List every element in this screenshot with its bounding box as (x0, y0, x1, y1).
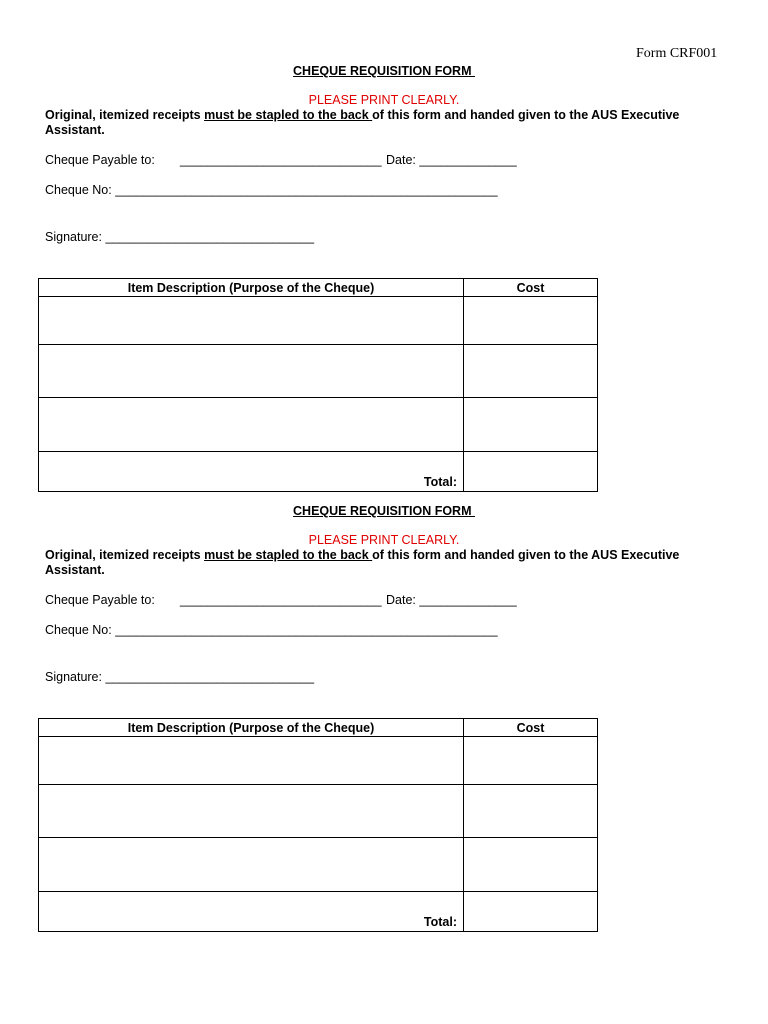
signature-blank[interactable]: ______________________________ (105, 230, 315, 244)
date-label: Date: (386, 153, 416, 167)
instructions-text-start: Original, itemized receipts (45, 108, 205, 122)
cheque-number-blank[interactable]: _______________________________________________________ (115, 623, 498, 637)
cheque-number-label: Cheque No: (45, 623, 112, 637)
cheque-requisition-form-2 (0, 440, 768, 929)
instructions-underlined-text: must be stapled to the back (204, 108, 373, 122)
instructions-text-end: of this form and handed given to the AUS Executive Assistant. (45, 548, 680, 577)
cheque-requisition-form-1 (0, 0, 768, 489)
cost-header: Cost (464, 279, 598, 297)
item-description-cell[interactable] (39, 297, 464, 345)
total-row (39, 892, 598, 932)
date-blank[interactable]: ______________ (419, 593, 517, 607)
table-row (39, 838, 598, 892)
item-description-cell[interactable] (39, 737, 464, 785)
table-row (39, 737, 598, 785)
cost-cell[interactable] (464, 838, 598, 892)
table-row (39, 345, 598, 398)
signature-field[interactable] (45, 230, 314, 244)
cost-cell[interactable] (464, 785, 598, 838)
instructions-underlined-text: must be stapled to the back (204, 548, 373, 562)
cheque-payable-label: Cheque Payable to: (45, 593, 155, 607)
cheque-number-blank[interactable]: _______________________________________________________ (115, 183, 498, 197)
instructions-text-end: of this form and handed given to the AUS Executive Assistant. (45, 108, 680, 137)
signature-label: Signature: (45, 670, 102, 684)
date-label: Date: (386, 593, 416, 607)
cheque-number-field[interactable] (45, 623, 498, 637)
item-description-cell[interactable] (39, 838, 464, 892)
item-description-cell[interactable] (39, 345, 464, 398)
cost-cell[interactable] (464, 345, 598, 398)
form-title: CHEQUE REQUISITION FORM (293, 504, 475, 518)
item-description-cell[interactable] (39, 785, 464, 838)
receipt-instructions (45, 108, 705, 138)
signature-blank[interactable]: ______________________________ (105, 670, 315, 684)
items-table (38, 718, 598, 932)
cheque-number-field[interactable] (45, 183, 498, 197)
total-label: Total: (39, 892, 464, 932)
date-blank[interactable]: ______________ (419, 153, 517, 167)
cost-cell[interactable] (464, 737, 598, 785)
table-row (39, 785, 598, 838)
receipt-instructions (45, 548, 705, 578)
instructions-text-start: Original, itemized receipts (45, 548, 205, 562)
form-title: CHEQUE REQUISITION FORM (293, 64, 475, 78)
cheque-payable-field[interactable]: _____________________________ (180, 593, 382, 607)
cheque-payable-label: Cheque Payable to: (45, 153, 155, 167)
cost-header: Cost (464, 719, 598, 737)
signature-label: Signature: (45, 230, 102, 244)
total-label: Total: (39, 452, 464, 492)
cost-cell[interactable] (464, 297, 598, 345)
item-description-header: Item Description (Purpose of the Cheque) (39, 279, 464, 297)
table-row (39, 297, 598, 345)
signature-field[interactable] (45, 670, 314, 684)
item-description-header: Item Description (Purpose of the Cheque) (39, 719, 464, 737)
print-clearly-notice: PLEASE PRINT CLEARLY. (308, 533, 460, 547)
cheque-payable-field[interactable]: _____________________________ (180, 153, 382, 167)
print-clearly-notice: PLEASE PRINT CLEARLY. (308, 93, 460, 107)
total-cost-cell[interactable] (464, 892, 598, 932)
date-field[interactable] (386, 153, 517, 167)
date-field[interactable] (386, 593, 517, 607)
cheque-number-label: Cheque No: (45, 183, 112, 197)
form-code: Form CRF001 (636, 46, 718, 61)
